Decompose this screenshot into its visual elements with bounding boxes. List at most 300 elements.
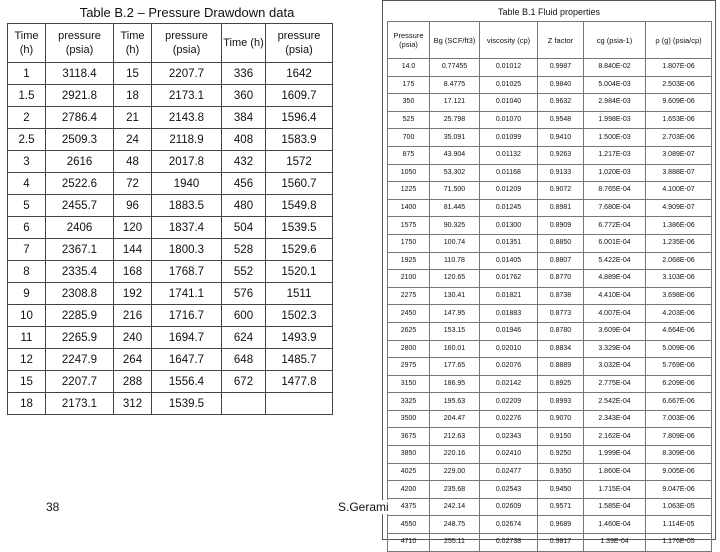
table-cell: 480 [222, 195, 266, 217]
table-cell: 2308.8 [46, 283, 114, 305]
table-cell: 3.089E-07 [646, 146, 712, 164]
table-cell: 35.091 [430, 129, 480, 147]
table-row [8, 217, 333, 239]
table-cell: 53.302 [430, 164, 480, 182]
table-row [388, 498, 712, 516]
table-row [388, 146, 712, 164]
fluid-header-row [388, 22, 712, 59]
table-cell: 18 [8, 393, 46, 415]
table-cell: 2247.9 [46, 349, 114, 371]
table-cell: 1800.3 [152, 239, 222, 261]
fluid-properties-table [387, 21, 712, 552]
table-cell: 240 [114, 327, 152, 349]
table-cell: 1575 [388, 217, 430, 235]
table-cell: 1.39E-04 [584, 534, 646, 552]
table-cell: 0.8780 [538, 322, 584, 340]
table-cell: 672 [222, 371, 266, 393]
table-cell: 3.329E-04 [584, 340, 646, 358]
table-cell: 0.9632 [538, 94, 584, 112]
drawdown-column-header: Time (h) [8, 24, 46, 63]
table-row [388, 182, 712, 200]
table-cell: 1560.7 [266, 173, 333, 195]
table-cell: 7.003E-06 [646, 410, 712, 428]
table-cell: 9.047E-06 [646, 481, 712, 499]
table-cell: 1225 [388, 182, 430, 200]
table-cell: 1493.9 [266, 327, 333, 349]
table-cell: 4.007E-04 [584, 305, 646, 323]
table-cell: 0.02410 [480, 446, 538, 464]
table-row [388, 252, 712, 270]
table-row [388, 463, 712, 481]
table-cell: 0.8770 [538, 270, 584, 288]
table-cell: 248.75 [430, 516, 480, 534]
table-cell: 7 [8, 239, 46, 261]
table-cell: 9.609E-06 [646, 94, 712, 112]
table-cell: 71.500 [430, 182, 480, 200]
table-cell: 0.8993 [538, 393, 584, 411]
table-cell: 1529.6 [266, 239, 333, 261]
table-cell: 2.542E-04 [584, 393, 646, 411]
table-cell: 5 [8, 195, 46, 217]
table-cell: 0.01040 [480, 94, 538, 112]
table-row [8, 173, 333, 195]
table-cell: 3.103E-06 [646, 270, 712, 288]
table-row [8, 261, 333, 283]
table-cell: 1485.7 [266, 349, 333, 371]
table-cell: 0.8850 [538, 234, 584, 252]
table-cell: 0.9072 [538, 182, 584, 200]
table-cell: 0.8807 [538, 252, 584, 270]
table-cell: 0.9817 [538, 534, 584, 552]
table-cell: 2100 [388, 270, 430, 288]
table-cell: 1511 [266, 283, 333, 305]
table-cell: 4710 [388, 534, 430, 552]
table-cell: 0.8925 [538, 375, 584, 393]
table-cell: 1925 [388, 252, 430, 270]
table-cell: 3675 [388, 428, 430, 446]
table-cell: 9.005E-06 [646, 463, 712, 481]
table-cell: 1.176E-05 [646, 534, 712, 552]
table-cell: 3.698E-06 [646, 287, 712, 305]
table-cell: 2285.9 [46, 305, 114, 327]
table-cell: 1520.1 [266, 261, 333, 283]
table-cell: 0.77455 [430, 59, 480, 77]
table-cell: 0.8738 [538, 287, 584, 305]
table-cell: 432 [222, 151, 266, 173]
table-cell: 175 [388, 76, 430, 94]
table-cell: 624 [222, 327, 266, 349]
table-cell: 7.680E-04 [584, 199, 646, 217]
page-number: 38 [46, 500, 60, 514]
table-cell: 18 [114, 85, 152, 107]
table-cell: 1.999E-04 [584, 446, 646, 464]
table-row [8, 151, 333, 173]
table-row [388, 217, 712, 235]
table-cell: 4 [8, 173, 46, 195]
table-cell: 5.422E-04 [584, 252, 646, 270]
table-cell: 288 [114, 371, 152, 393]
drawdown-column-header: Time (h) [114, 24, 152, 63]
table-cell: 2367.1 [46, 239, 114, 261]
table-cell: 2406 [46, 217, 114, 239]
table-cell: 168 [114, 261, 152, 283]
table-cell: 1596.4 [266, 107, 333, 129]
table-cell: 3325 [388, 393, 430, 411]
table-cell: 1549.8 [266, 195, 333, 217]
table-cell: 1768.7 [152, 261, 222, 283]
table-cell: 24 [114, 129, 152, 151]
table-cell: 0.01168 [480, 164, 538, 182]
table-row [388, 270, 712, 288]
table-cell: 96 [114, 195, 152, 217]
table-cell: 0.9350 [538, 463, 584, 481]
table-cell: 8.840E-02 [584, 59, 646, 77]
table-cell: 1.217E-03 [584, 146, 646, 164]
table-row [388, 76, 712, 94]
drawdown-header-row [8, 24, 333, 63]
table-cell: 0.9571 [538, 498, 584, 516]
table-cell: 700 [388, 129, 430, 147]
fluid-column-header: Bg (SCF/ft3) [430, 22, 480, 59]
table-cell: 0.8773 [538, 305, 584, 323]
table-cell: 2616 [46, 151, 114, 173]
table-cell: 120.65 [430, 270, 480, 288]
table-cell: 6 [8, 217, 46, 239]
table-row [8, 349, 333, 371]
table-row [8, 371, 333, 393]
table-cell: 1.807E-06 [646, 59, 712, 77]
table-cell: 2335.4 [46, 261, 114, 283]
table-cell: 2.5 [8, 129, 46, 151]
table-cell: 0.02010 [480, 340, 538, 358]
table-cell: 408 [222, 129, 266, 151]
table-cell: 0.02674 [480, 516, 538, 534]
table-cell: 0.01405 [480, 252, 538, 270]
drawdown-column-header: pressure (psia) [152, 24, 222, 63]
table-cell: 2921.8 [46, 85, 114, 107]
table-cell: 1837.4 [152, 217, 222, 239]
table-cell: 528 [222, 239, 266, 261]
table-cell: 1.585E-04 [584, 498, 646, 516]
table-row [8, 107, 333, 129]
table-row [388, 287, 712, 305]
table-cell [266, 393, 333, 415]
table-cell: 1694.7 [152, 327, 222, 349]
table-row [388, 446, 712, 464]
table-cell: 235.68 [430, 481, 480, 499]
table-cell: 0.01070 [480, 111, 538, 129]
table-cell: 100.74 [430, 234, 480, 252]
table-cell: 1572 [266, 151, 333, 173]
table-cell: 5.769E-06 [646, 358, 712, 376]
table-cell: 11 [8, 327, 46, 349]
table-cell: 6.772E-04 [584, 217, 646, 235]
fluid-properties-section [382, 0, 716, 546]
table-cell: 2265.9 [46, 327, 114, 349]
table-cell: 1883.5 [152, 195, 222, 217]
table-cell: 600 [222, 305, 266, 327]
table-row [388, 129, 712, 147]
table-cell: 2450 [388, 305, 430, 323]
table-cell: 1642 [266, 63, 333, 85]
drawdown-table-title: Table B.2 – Pressure Drawdown data [79, 5, 295, 20]
table-cell: 2455.7 [46, 195, 114, 217]
table-cell: 1.063E-05 [646, 498, 712, 516]
table-cell: 2207.7 [46, 371, 114, 393]
table-cell: 0.01351 [480, 234, 538, 252]
table-cell: 15 [114, 63, 152, 85]
table-cell: 3.032E-04 [584, 358, 646, 376]
table-row [388, 164, 712, 182]
table-cell: 195.63 [430, 393, 480, 411]
table-cell: 2786.4 [46, 107, 114, 129]
table-cell: 2207.7 [152, 63, 222, 85]
table-cell: 3118.4 [46, 63, 114, 85]
table-cell: 1.020E-03 [584, 164, 646, 182]
table-cell: 0.02209 [480, 393, 538, 411]
fluid-column-header: Z factor [538, 22, 584, 59]
table-cell: 3850 [388, 446, 430, 464]
table-cell: 0.02343 [480, 428, 538, 446]
table-cell: 0.9133 [538, 164, 584, 182]
table-cell: 0.01099 [480, 129, 538, 147]
table-cell: 1.860E-04 [584, 463, 646, 481]
table-cell: 21 [114, 107, 152, 129]
table-cell: 1539.5 [266, 217, 333, 239]
table-cell: 1940 [152, 173, 222, 195]
table-cell: 229.00 [430, 463, 480, 481]
table-cell: 17.121 [430, 94, 480, 112]
table-cell: 0.01300 [480, 217, 538, 235]
table-row [8, 195, 333, 217]
table-cell: 0.02477 [480, 463, 538, 481]
drawdown-column-header: pressure (psia) [46, 24, 114, 63]
table-row [388, 340, 712, 358]
table-row [388, 59, 712, 77]
table-cell: 3.609E-04 [584, 322, 646, 340]
drawdown-table-body [8, 63, 333, 415]
table-cell: 1477.8 [266, 371, 333, 393]
table-cell: 192 [114, 283, 152, 305]
table-row [388, 534, 712, 552]
fluid-column-header: ρ (g) (psia/cp) [646, 22, 712, 59]
table-row [388, 111, 712, 129]
fluid-column-header: cg (psia-1) [584, 22, 646, 59]
table-cell: 360 [222, 85, 266, 107]
table-cell: 1400 [388, 199, 430, 217]
table-cell: 5.004E-03 [584, 76, 646, 94]
table-cell: 1609.7 [266, 85, 333, 107]
table-cell: 9 [8, 283, 46, 305]
table-cell: 525 [388, 111, 430, 129]
table-cell: 220.16 [430, 446, 480, 464]
table-cell: 2275 [388, 287, 430, 305]
table-cell: 186.95 [430, 375, 480, 393]
table-cell: 6.001E-04 [584, 234, 646, 252]
table-cell: 0.9987 [538, 59, 584, 77]
table-cell: 2509.3 [46, 129, 114, 151]
table-cell: 0.9070 [538, 410, 584, 428]
table-cell: 4.664E-06 [646, 322, 712, 340]
table-cell: 242.14 [430, 498, 480, 516]
table-cell: 0.01209 [480, 182, 538, 200]
table-cell: 0.01245 [480, 199, 538, 217]
table-cell: 8.309E-06 [646, 446, 712, 464]
table-cell: 8 [8, 261, 46, 283]
table-row [388, 94, 712, 112]
table-cell: 0.02543 [480, 481, 538, 499]
table-cell: 4.203E-06 [646, 305, 712, 323]
table-row [8, 393, 333, 415]
table-cell: 0.02609 [480, 498, 538, 516]
table-cell: 15 [8, 371, 46, 393]
drawdown-table [7, 23, 333, 415]
table-cell: 1.5 [8, 85, 46, 107]
table-cell: 0.8981 [538, 199, 584, 217]
table-cell: 312 [114, 393, 152, 415]
table-cell: 1.653E-06 [646, 111, 712, 129]
table-cell: 1 [8, 63, 46, 85]
table-cell: 0.02276 [480, 410, 538, 428]
table-cell: 2.068E-06 [646, 252, 712, 270]
table-cell: 0.02738 [480, 534, 538, 552]
table-cell: 204.47 [430, 410, 480, 428]
table-cell: 1502.3 [266, 305, 333, 327]
table-row [8, 305, 333, 327]
table-cell: 1.715E-04 [584, 481, 646, 499]
table-cell: 1647.7 [152, 349, 222, 371]
table-row [8, 239, 333, 261]
table-cell: 0.9548 [538, 111, 584, 129]
table-cell: 8.765E-04 [584, 182, 646, 200]
table-cell: 2975 [388, 358, 430, 376]
table-cell: 0.9150 [538, 428, 584, 446]
table-cell: 120 [114, 217, 152, 239]
table-cell: 144 [114, 239, 152, 261]
table-cell: 2522.6 [46, 173, 114, 195]
table-cell: 81.445 [430, 199, 480, 217]
table-cell: 2 [8, 107, 46, 129]
fluid-column-header: Pressure (psia) [388, 22, 430, 59]
table-cell: 1750 [388, 234, 430, 252]
table-cell: 7.809E-06 [646, 428, 712, 446]
table-cell: 4550 [388, 516, 430, 534]
fluid-column-header: viscosity (cp) [480, 22, 538, 59]
table-cell: 4200 [388, 481, 430, 499]
table-cell: 43.904 [430, 146, 480, 164]
table-cell: 264 [114, 349, 152, 371]
table-cell: 0.8889 [538, 358, 584, 376]
table-cell: 5.009E-06 [646, 340, 712, 358]
table-cell: 255.11 [430, 534, 480, 552]
table-cell: 4025 [388, 463, 430, 481]
table-row [388, 481, 712, 499]
table-cell: 25.798 [430, 111, 480, 129]
table-cell: 1741.1 [152, 283, 222, 305]
table-cell: 0.01012 [480, 59, 538, 77]
table-row [388, 375, 712, 393]
table-cell: 0.01132 [480, 146, 538, 164]
table-cell: 0.9840 [538, 76, 584, 94]
author-name: S.Gerami [338, 500, 389, 514]
table-cell: 3.888E-07 [646, 164, 712, 182]
table-cell: 2800 [388, 340, 430, 358]
table-cell: 1539.5 [152, 393, 222, 415]
table-cell: 1.114E-05 [646, 516, 712, 534]
table-cell: 0.01025 [480, 76, 538, 94]
table-cell: 6.667E-06 [646, 393, 712, 411]
table-cell: 504 [222, 217, 266, 239]
table-cell: 2.775E-04 [584, 375, 646, 393]
table-cell: 4.889E-04 [584, 270, 646, 288]
table-cell: 1.386E-06 [646, 217, 712, 235]
table-cell: 160.01 [430, 340, 480, 358]
table-cell: 2.162E-04 [584, 428, 646, 446]
table-row [388, 516, 712, 534]
table-cell: 0.01883 [480, 305, 538, 323]
table-cell: 2017.8 [152, 151, 222, 173]
table-row [388, 428, 712, 446]
table-cell: 10 [8, 305, 46, 327]
fluid-table-body [388, 59, 712, 552]
table-cell: 576 [222, 283, 266, 305]
table-row [8, 63, 333, 85]
table-cell: 1.500E-03 [584, 129, 646, 147]
table-cell: 6.209E-06 [646, 375, 712, 393]
table-cell: 0.9263 [538, 146, 584, 164]
table-cell: 2.703E-06 [646, 129, 712, 147]
table-cell: 12 [8, 349, 46, 371]
table-cell: 0.8909 [538, 217, 584, 235]
table-cell: 336 [222, 63, 266, 85]
table-cell: 0.02076 [480, 358, 538, 376]
table-cell: 1.460E-04 [584, 516, 646, 534]
table-row [388, 199, 712, 217]
table-cell: 0.9410 [538, 129, 584, 147]
table-cell: 552 [222, 261, 266, 283]
table-row [388, 358, 712, 376]
table-cell: 0.02142 [480, 375, 538, 393]
table-cell: 350 [388, 94, 430, 112]
table-cell: 4.410E-04 [584, 287, 646, 305]
table-cell: 3 [8, 151, 46, 173]
table-cell: 4.100E-07 [646, 182, 712, 200]
table-cell: 4375 [388, 498, 430, 516]
table-row [388, 234, 712, 252]
table-cell: 14.0 [388, 59, 430, 77]
table-row [388, 410, 712, 428]
table-cell: 1.235E-06 [646, 234, 712, 252]
table-cell: 384 [222, 107, 266, 129]
table-cell: 1.998E-03 [584, 111, 646, 129]
table-cell: 0.9450 [538, 481, 584, 499]
table-cell: 0.8834 [538, 340, 584, 358]
table-row [8, 129, 333, 151]
table-cell: 2.503E-06 [646, 76, 712, 94]
table-cell: 212.63 [430, 428, 480, 446]
drawdown-column-header: pressure (psia) [266, 24, 333, 63]
table-cell: 1050 [388, 164, 430, 182]
table-cell: 48 [114, 151, 152, 173]
table-cell: 0.9689 [538, 516, 584, 534]
table-row [8, 283, 333, 305]
table-cell: 72 [114, 173, 152, 195]
table-cell: 90.325 [430, 217, 480, 235]
table-row [8, 85, 333, 107]
table-cell: 2143.8 [152, 107, 222, 129]
table-cell: 456 [222, 173, 266, 195]
table-cell: 3500 [388, 410, 430, 428]
